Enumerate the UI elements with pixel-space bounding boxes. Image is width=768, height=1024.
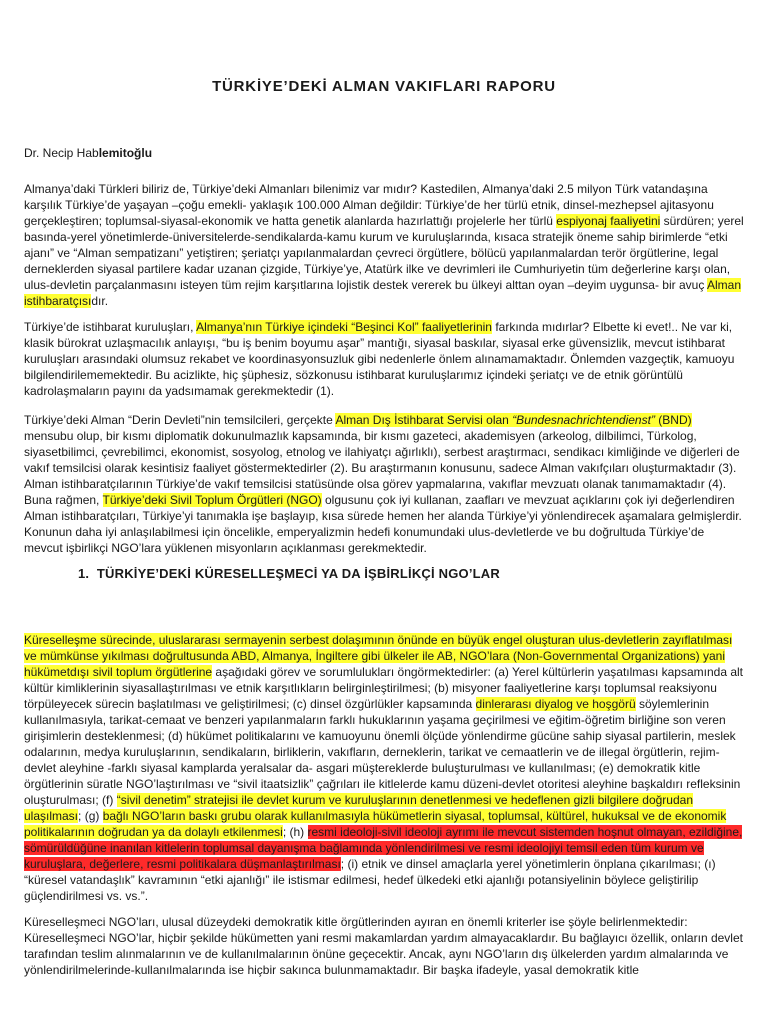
highlight-bnd-text: Alman Dış İstihbarat Servisi olan [335, 413, 513, 427]
paragraph-3-text-c: olgusunu çok iyi kullanan, zaafları ve mevzuat açıklarını çok iyi değerlendiren Alman istihbaratçıları, Türkiye’yi tanımakla işe başlayıp, kısa sürede hemen her alanda Türkiye’yi yönlendirecek aşamalara gelmişlerdir. Konunun daha iyi anlaşılabilmesi için öncelikle, emperyalizmin hedefi konumundaki ulus-devletlerde ve bu doğrultuda Türkiye’de mevcut işbirlikçi NGO’lara yüklenen misyonların açıklanması gerekmektedir. [24, 493, 742, 555]
highlight-interfaith-dialogue: dinlerarası diyalog ve hoşgörü [475, 697, 636, 711]
paragraph-2 [24, 319, 744, 399]
highlight-fifth-column: Almanya’nın Türkiye içindeki “Beşinci Kol” faaliyetlerinin [196, 320, 492, 334]
paragraph-1-text-c: dır. [91, 294, 109, 308]
paragraph-4-text-b: söylemlerinin kullanılmasıyla, tarikat-cemaat ve benzeri yapılanmaların farklı hukuklarının yaşama geçirilmesi ve eğitim-öğretim birliğine son veren girişimlerin desteklenmesi; (d) hükümet politikalarını ve kamuoyunu önemli ölçüde yönlendirme gücüne sahip siyasal partilerin, meslek odalarının, medya kuruluşlarının, sendikaların, birliklerin, vakıfların, derneklerin, tarikat ve cemaatlerin ve de illegal örgütlerin, rejim-devlet aleyhine -farklı siyasal kamplarda yeralsalar da- asgari müştereklerde buluşturulması ve kullanılması; (e) demokratik kitle örgütlerinin süratle NGO’laştırılması ve “sivil itaatsizlik” çağrıları ile kitlelerde kamu düzeni-devlet otoritesi aleyhine başkaldırı refleksinin oluşturulması; (f) [24, 697, 741, 807]
highlight-globalization: Küreselleşme sürecinde, uluslararası sermayenin serbest dolaşımının önünde en büyük engel oluşturan ulus-devletlerin zayıflatılması ve mümkünse yıkılması doğrultusunda ABD, Almanya, İngiltere gibi ülkeler ile AB, NGO’lara (Non-Governmental Organizations) yani hükümetdışı sivil toplum örgütlerine [24, 633, 733, 679]
highlight-ngo: Türkiye’deki Sivil Toplum Örgütleri (NGO) [102, 493, 322, 507]
paragraph-3-text-b: mensubu olup, bir kısmı diplomatik dokunulmazlık kapsamında, bir kısmı gazeteci, akademisyen (arkeolog, dilbilimci, Türkolog, siyasetbilimci, çevrebilimci, ekonomist, sosyolog, etnolog ve ilahiyatçı ağırlıklı), serbest araştırmacı, sendikacı kimliğinde ve diğerleri de vakıf temsilcisi olarak kesintisiz faaliyet göstermektedirler (2). Bu araştırmanın konusunu, sadece Alman vakıfçıları oluşturmaktadır (3). Alman istihbaratçılarının Türkiye’de vakıf temsilcisi statüsünde olsa görev yapmalarına, vakıflar mevzuatı olanak tanımamaktadır (4). Buna rağmen, [24, 429, 740, 507]
section-number: 1. [78, 566, 90, 581]
highlight-red-official-ideology: resmi ideoloji-sivil ideoloji ayrımı ile mevcut sistemden hoşnut olmayan, ezildiğine, sömürüldüğüne inanılan kitlelerin toplumsal dayanışma bağlamında yönlendirilmesi ve resmi ideolojiyi temsil eden tüm kurum ve kuruluşlara, değerlere, resmi politikalara düşmanlaştırılması [24, 825, 743, 871]
paragraph-2-text-b: farkında mıdırlar? Elbette ki evet!.. Ne var ki, klasik bürokrat uzlaşmacılık anlayışı, “bu iş benim boyumu aşar” mantığı, siyasal baskılar, siyasal erke güvensizlik, mevcut istihbarat kuruluşları arasındaki olumsuz rekabet ve koordinasyonsuzluk gibi nedenlerle önlem alınamamaktadır. Önlemden vazgeçtik, kamuoyu bilgilendirilememektedir. Bu acizlikte, hiç şüphesiz, sözkonusu istihbarat kuruluşlarımız içindeki şeriatçı ve de etnik görüntülü kadrolaşmaların payını da yadsımamak gerekmektedir (1). [24, 320, 735, 398]
highlight-bnd-end: (BND) [654, 413, 692, 427]
paragraph-1-text-b: sürdüren; yerel basında-yerel yönetimlerde-üniversitelerde-sendikalarda-kamu kurum ve kuruluşlarında, kısaca stratejik öneme sahip birimlerde “etki ajanı” ve “Alman sempatizanı” yetiştiren; şeriatçı yapılanmalardan çevreci örgütlere, bölücü yapılanmalardan terör örgütlerine, legal derneklerden siyasal partilere kadar uzanan çizgide, Türkiye’ye, Atatürk ilke ve devrimleri ile Cumhuriyetin tüm değerlerine karşı olan, ulus-devletin parçalanmasını isteyen tüm rejim karşıtlarına lojistik destek vererek bu ülkeyi alttan oyan –deyim uygunsa- bir avuç [24, 214, 744, 292]
paragraph-4-text-a: aşağıdaki görev ve sorumlulukları öngörmektedirler: (a) Yerel kültürlerin yaşatılması kapsamında alt kültür kimliklerinin siyasallaştırılması ve etnik karşıtlıkların belirginleştirilmesi; (b) misyoner faaliyetlerine karşı toplumsal reaksiyonu törpüleyecek sürecin başlatılması ve geliştirilmesi; (c) dinsel özgürlükler kapsamında [24, 665, 744, 711]
paragraph-4-text-d: ; (h) [282, 825, 308, 839]
author-line [24, 146, 152, 160]
paragraph-3 [24, 412, 744, 556]
paragraph-4-text-c: ; (g) [78, 809, 103, 823]
author-name-bold: lemitoğlu [98, 146, 153, 160]
paragraph-3-text-a: Türkiye’deki Alman “Derin Devleti”nin temsilcileri, gerçekte [24, 413, 336, 427]
paragraph-1-text-a: Almanya’daki Türkleri biliriz de, Türkiye’deki Almanları bilenimiz var mıdır? Kastedilen, Almanya’daki 2.5 milyon Türk vatandaşına karşılık Türkiye’de yaşayan –çoğu emekli- yaklaşık 100.000 Alman değildir: Türkiye’de her türlü etnik, dinsel-mezhepsel ajitasyonu gerçekleştiren; toplumsal-siyasal-ekonomik ve hatta genetik alanlarda hazırlattığı projelerle her türlü [24, 182, 714, 228]
highlight-espionage: espiyonaj faaliyetini [556, 214, 661, 228]
highlight-civil-oversight: “sivil denetim” stratejisi ile devlet kurum ve kuruluşlarının denetlenmesi ve hedeflenen gizli bilgilere doğrudan ulaşılması [24, 793, 693, 823]
section-title: TÜRKİYE’DEKİ KÜRESELLEŞMECİ YA DA İŞBİRLİKÇİ NGO’LAR [96, 566, 500, 581]
paragraph-1 [24, 181, 744, 309]
paragraph-2-text-a: Türkiye’de istihbarat kuruluşları, [24, 320, 197, 334]
section-heading-1 [78, 566, 500, 581]
highlight-pressure-group: bağlı NGO’ların baskı grubu olarak kullanılmasıyla hükümetlerin siyasal, toplumsal, kültürel, hukuksal ve de ekonomik politikalarının doğrudan ya da dolaylı etkilenmesi [24, 809, 727, 839]
highlight-bnd-italic: “Bundesnachrichtendienst” [512, 413, 655, 427]
paragraph-4 [24, 632, 744, 904]
highlight-intelligence-agent: Alman istihbaratçısı [24, 278, 742, 308]
paragraph-4-text-e: ; (i) etnik ve dinsel amaçlarla yerel yönetimlerin önplana çıkarılması; (ı) “küresel vatandaşlık” kavramının “etki ajanlığı” ile istismar edilmesi, hedef ülkedeki etki ajanlığı potansiyelinin böylece geliştirilip güçlendirilmesi vs. vs.”. [24, 857, 716, 903]
document-title: TÜRKİYE’DEKİ ALMAN VAKIFLARI RAPORU [212, 78, 556, 95]
paragraph-5: Küreselleşmeci NGO’ları, ulusal düzeydeki demokratik kitle örgütlerinden ayıran en önemli kriterler ise şöyle belirlenmektedir: Küreselleşmeci NGO’lar, hiçbir şekilde hükümetten yani resmi makamlardan yardım almayacaklardır. Bu bağlayıcı özellik, onların devlet tarafından teslim alınmalarının ve de kullanılmalarının önüne geçecektir. Ancak, aynı NGO’ların dış ülkelerden yardım almalarında ve yönlendirilmelerinde-kullanılmalarında ise hiçbir sakınca bulunmamaktadır. Bir başka ifadeyle, yasal demokratik kitle [24, 915, 743, 977]
highlight-bnd [335, 413, 691, 427]
author-name-prefix: Dr. Necip Hab [24, 146, 99, 160]
